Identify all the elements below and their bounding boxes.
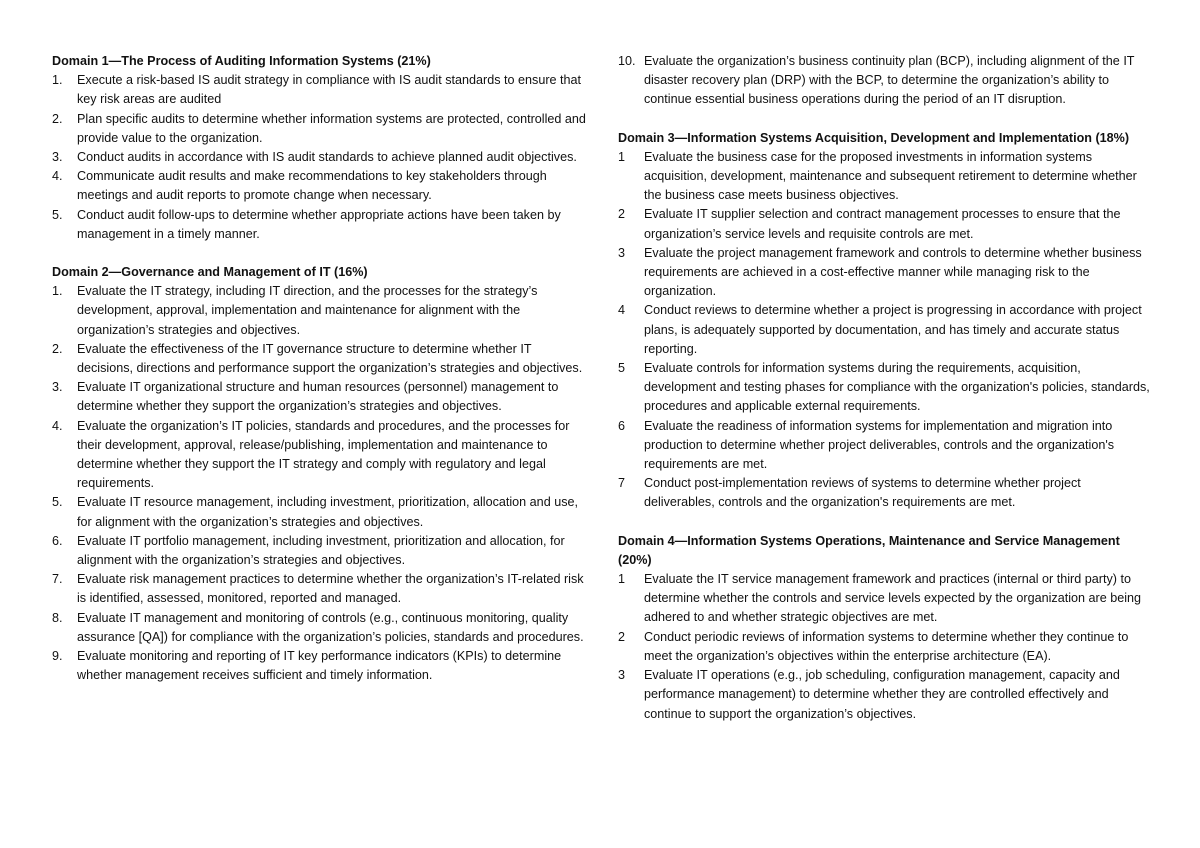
item-text: Evaluate the IT service management framework and practices (internal or third party) to determine whether the controls and service levels expected by the organization are being adhered to and whether strategic objectives are met. bbox=[644, 572, 1142, 625]
item-number: 6 bbox=[618, 418, 626, 433]
item-number: 8. bbox=[52, 610, 63, 625]
item-number: 3 bbox=[618, 245, 626, 260]
item-number: 6. bbox=[52, 533, 63, 548]
list-item bbox=[52, 110, 590, 148]
item-number: 3. bbox=[52, 150, 63, 165]
item-text: Evaluate the organization’s business continuity plan (BCP), including alignment of the IT disaster recovery plan (DRP) with the BCP, to determine the organization’s ability to continue essential business operations during the period of an IT disruption. bbox=[644, 54, 1135, 107]
list-item bbox=[52, 282, 590, 340]
item-text: Evaluate IT organizational structure and human resources (personnel) management to determine whether they support the organization’s strategies and objectives. bbox=[77, 380, 559, 414]
list-item bbox=[618, 417, 1154, 475]
item-text: Evaluate IT management and monitoring of controls (e.g., continuous monitoring, quality assurance [QA]) for compliance with the organization’s policies, standards and procedures. bbox=[77, 610, 584, 644]
list-item bbox=[52, 167, 590, 205]
domain-4-heading: Domain 4—Information Systems Operations, Maintenance and Service Management (20%) bbox=[618, 533, 1120, 567]
domain-1-list bbox=[52, 71, 590, 244]
list-item bbox=[52, 647, 590, 685]
item-number: 7 bbox=[618, 476, 626, 491]
item-number: 5 bbox=[618, 361, 626, 376]
list-item bbox=[52, 417, 590, 494]
item-text: Evaluate the readiness of information systems for implementation and migration into production to determine whether project deliverables, controls and the organization's requirements are met. bbox=[644, 418, 1115, 472]
list-item bbox=[618, 301, 1154, 359]
item-number: 10. bbox=[618, 54, 636, 68]
item-number: 3. bbox=[52, 380, 63, 395]
item-text: Evaluate the organization’s IT policies, standards and procedures, and the processes for their development, approval, release/publishing, implementation and maintenance to determine whether they support the IT strategy and comply with regulatory and legal requirements. bbox=[77, 418, 570, 491]
list-item bbox=[52, 493, 590, 531]
domain-2-continued-list bbox=[618, 52, 1154, 110]
item-number: 2 bbox=[618, 629, 626, 644]
item-text: Conduct reviews to determine whether a project is progressing in accordance with project plans, is adequately supported by documentation, and has timely and accurate status reporting. bbox=[644, 303, 1142, 356]
item-text: Evaluate controls for information systems during the requirements, acquisition, development and testing phases for compliance with the organization's policies, standards, procedures and applicable external requirements. bbox=[644, 361, 1150, 414]
item-number: 1. bbox=[52, 73, 63, 88]
list-item bbox=[52, 378, 590, 416]
list-item bbox=[618, 148, 1154, 206]
list-item bbox=[52, 532, 590, 570]
domain-3-section bbox=[618, 129, 1154, 513]
item-text: Evaluate the project management framework and controls to determine whether business requirements are achieved in a cost-effective manner while managing risk to the organization. bbox=[644, 245, 1142, 299]
item-text: Evaluate IT operations (e.g., job scheduling, configuration management, capacity and performance management) to determine whether they are controlled effectively and continue to support the organization’s objectives. bbox=[644, 668, 1120, 721]
item-number: 2. bbox=[52, 341, 63, 356]
item-text: Conduct post-implementation reviews of systems to determine whether project deliverables, controls and the organization's requirements are met. bbox=[644, 476, 1081, 510]
list-item bbox=[618, 52, 1154, 110]
list-item bbox=[618, 474, 1154, 512]
item-text: Evaluate risk management practices to determine whether the organization’s IT-related risk is identified, assessed, monitored, reported and managed. bbox=[77, 572, 584, 606]
list-item bbox=[52, 206, 590, 244]
domain-3-heading: Domain 3—Information Systems Acquisition, Development and Implementation (18%) bbox=[618, 130, 1130, 145]
item-number: 1 bbox=[618, 572, 626, 587]
left-column bbox=[52, 52, 590, 705]
item-number: 7. bbox=[52, 572, 63, 587]
domain-2-section bbox=[52, 263, 590, 685]
item-text: Conduct audits in accordance with IS audit standards to achieve planned audit objectives. bbox=[77, 150, 577, 165]
list-item bbox=[52, 570, 590, 608]
item-text: Evaluate the business case for the proposed investments in information systems acquisition, development, maintenance and subsequent retirement to determine whether the business case meets business objectives. bbox=[644, 149, 1137, 203]
item-text: Communicate audit results and make recommendations to key stakeholders through meetings and audit reports to promote change when necessary. bbox=[77, 169, 547, 203]
item-number: 2. bbox=[52, 111, 63, 126]
right-column bbox=[618, 52, 1154, 743]
item-text: Evaluate IT supplier selection and contract management processes to ensure that the organization’s service levels and requisite controls are met. bbox=[644, 207, 1121, 241]
list-item bbox=[618, 359, 1154, 417]
item-number: 4. bbox=[52, 418, 63, 433]
domain-2-heading: Domain 2—Governance and Management of IT (16%) bbox=[52, 265, 368, 280]
item-number: 5. bbox=[52, 495, 63, 510]
list-item bbox=[618, 666, 1154, 724]
domain-2-continued-section bbox=[618, 52, 1154, 110]
item-number: 9. bbox=[52, 649, 63, 664]
item-number: 4 bbox=[618, 303, 626, 318]
item-text: Plan specific audits to determine whether information systems are protected, controlled and provide value to the organization. bbox=[77, 111, 586, 145]
item-number: 1 bbox=[618, 149, 626, 164]
item-number: 3 bbox=[618, 668, 626, 683]
domain-1-heading: Domain 1—The Process of Auditing Information Systems (21%) bbox=[52, 54, 431, 68]
item-text: Execute a risk-based IS audit strategy in compliance with IS audit standards to ensure that key risk areas are audited bbox=[77, 73, 582, 107]
item-number: 4. bbox=[52, 169, 63, 184]
list-item bbox=[52, 71, 590, 109]
domain-3-list bbox=[618, 148, 1154, 513]
domain-4-list bbox=[618, 570, 1154, 724]
domain-1-section bbox=[52, 52, 590, 244]
item-text: Evaluate IT portfolio management, including investment, prioritization and allocation, for alignment with the organization’s strategies and objectives. bbox=[77, 533, 565, 568]
domain-4-section bbox=[618, 532, 1154, 724]
list-item bbox=[52, 148, 590, 167]
list-item bbox=[618, 205, 1154, 243]
item-text: Evaluate the effectiveness of the IT governance structure to determine whether IT decisions, directions and performance support the organization’s strategies and objectives. bbox=[77, 341, 583, 376]
item-number: 1. bbox=[52, 284, 63, 299]
item-text: Evaluate IT resource management, including investment, prioritization, allocation and use, for alignment with the organization’s strategies and objectives. bbox=[77, 495, 578, 529]
list-item bbox=[52, 609, 590, 647]
item-text: Evaluate monitoring and reporting of IT key performance indicators (KPIs) to determine whether management receives sufficient and timely information. bbox=[77, 649, 562, 683]
item-number: 2 bbox=[618, 207, 626, 222]
list-item bbox=[618, 628, 1154, 666]
item-number: 5. bbox=[52, 207, 63, 222]
domain-2-list bbox=[52, 282, 590, 685]
item-text: Conduct audit follow-ups to determine whether appropriate actions have been taken by management in a timely manner. bbox=[77, 207, 561, 241]
item-text: Evaluate the IT strategy, including IT direction, and the processes for the strategy’s development, approval, implementation and maintenance for alignment with the organization’s strategies and objectives. bbox=[77, 284, 538, 337]
list-item bbox=[618, 244, 1154, 302]
list-item bbox=[618, 570, 1154, 628]
list-item bbox=[52, 340, 590, 378]
item-text: Conduct periodic reviews of information systems to determine whether they continue to meet the organization’s objectives within the enterprise architecture (EA). bbox=[644, 629, 1129, 663]
